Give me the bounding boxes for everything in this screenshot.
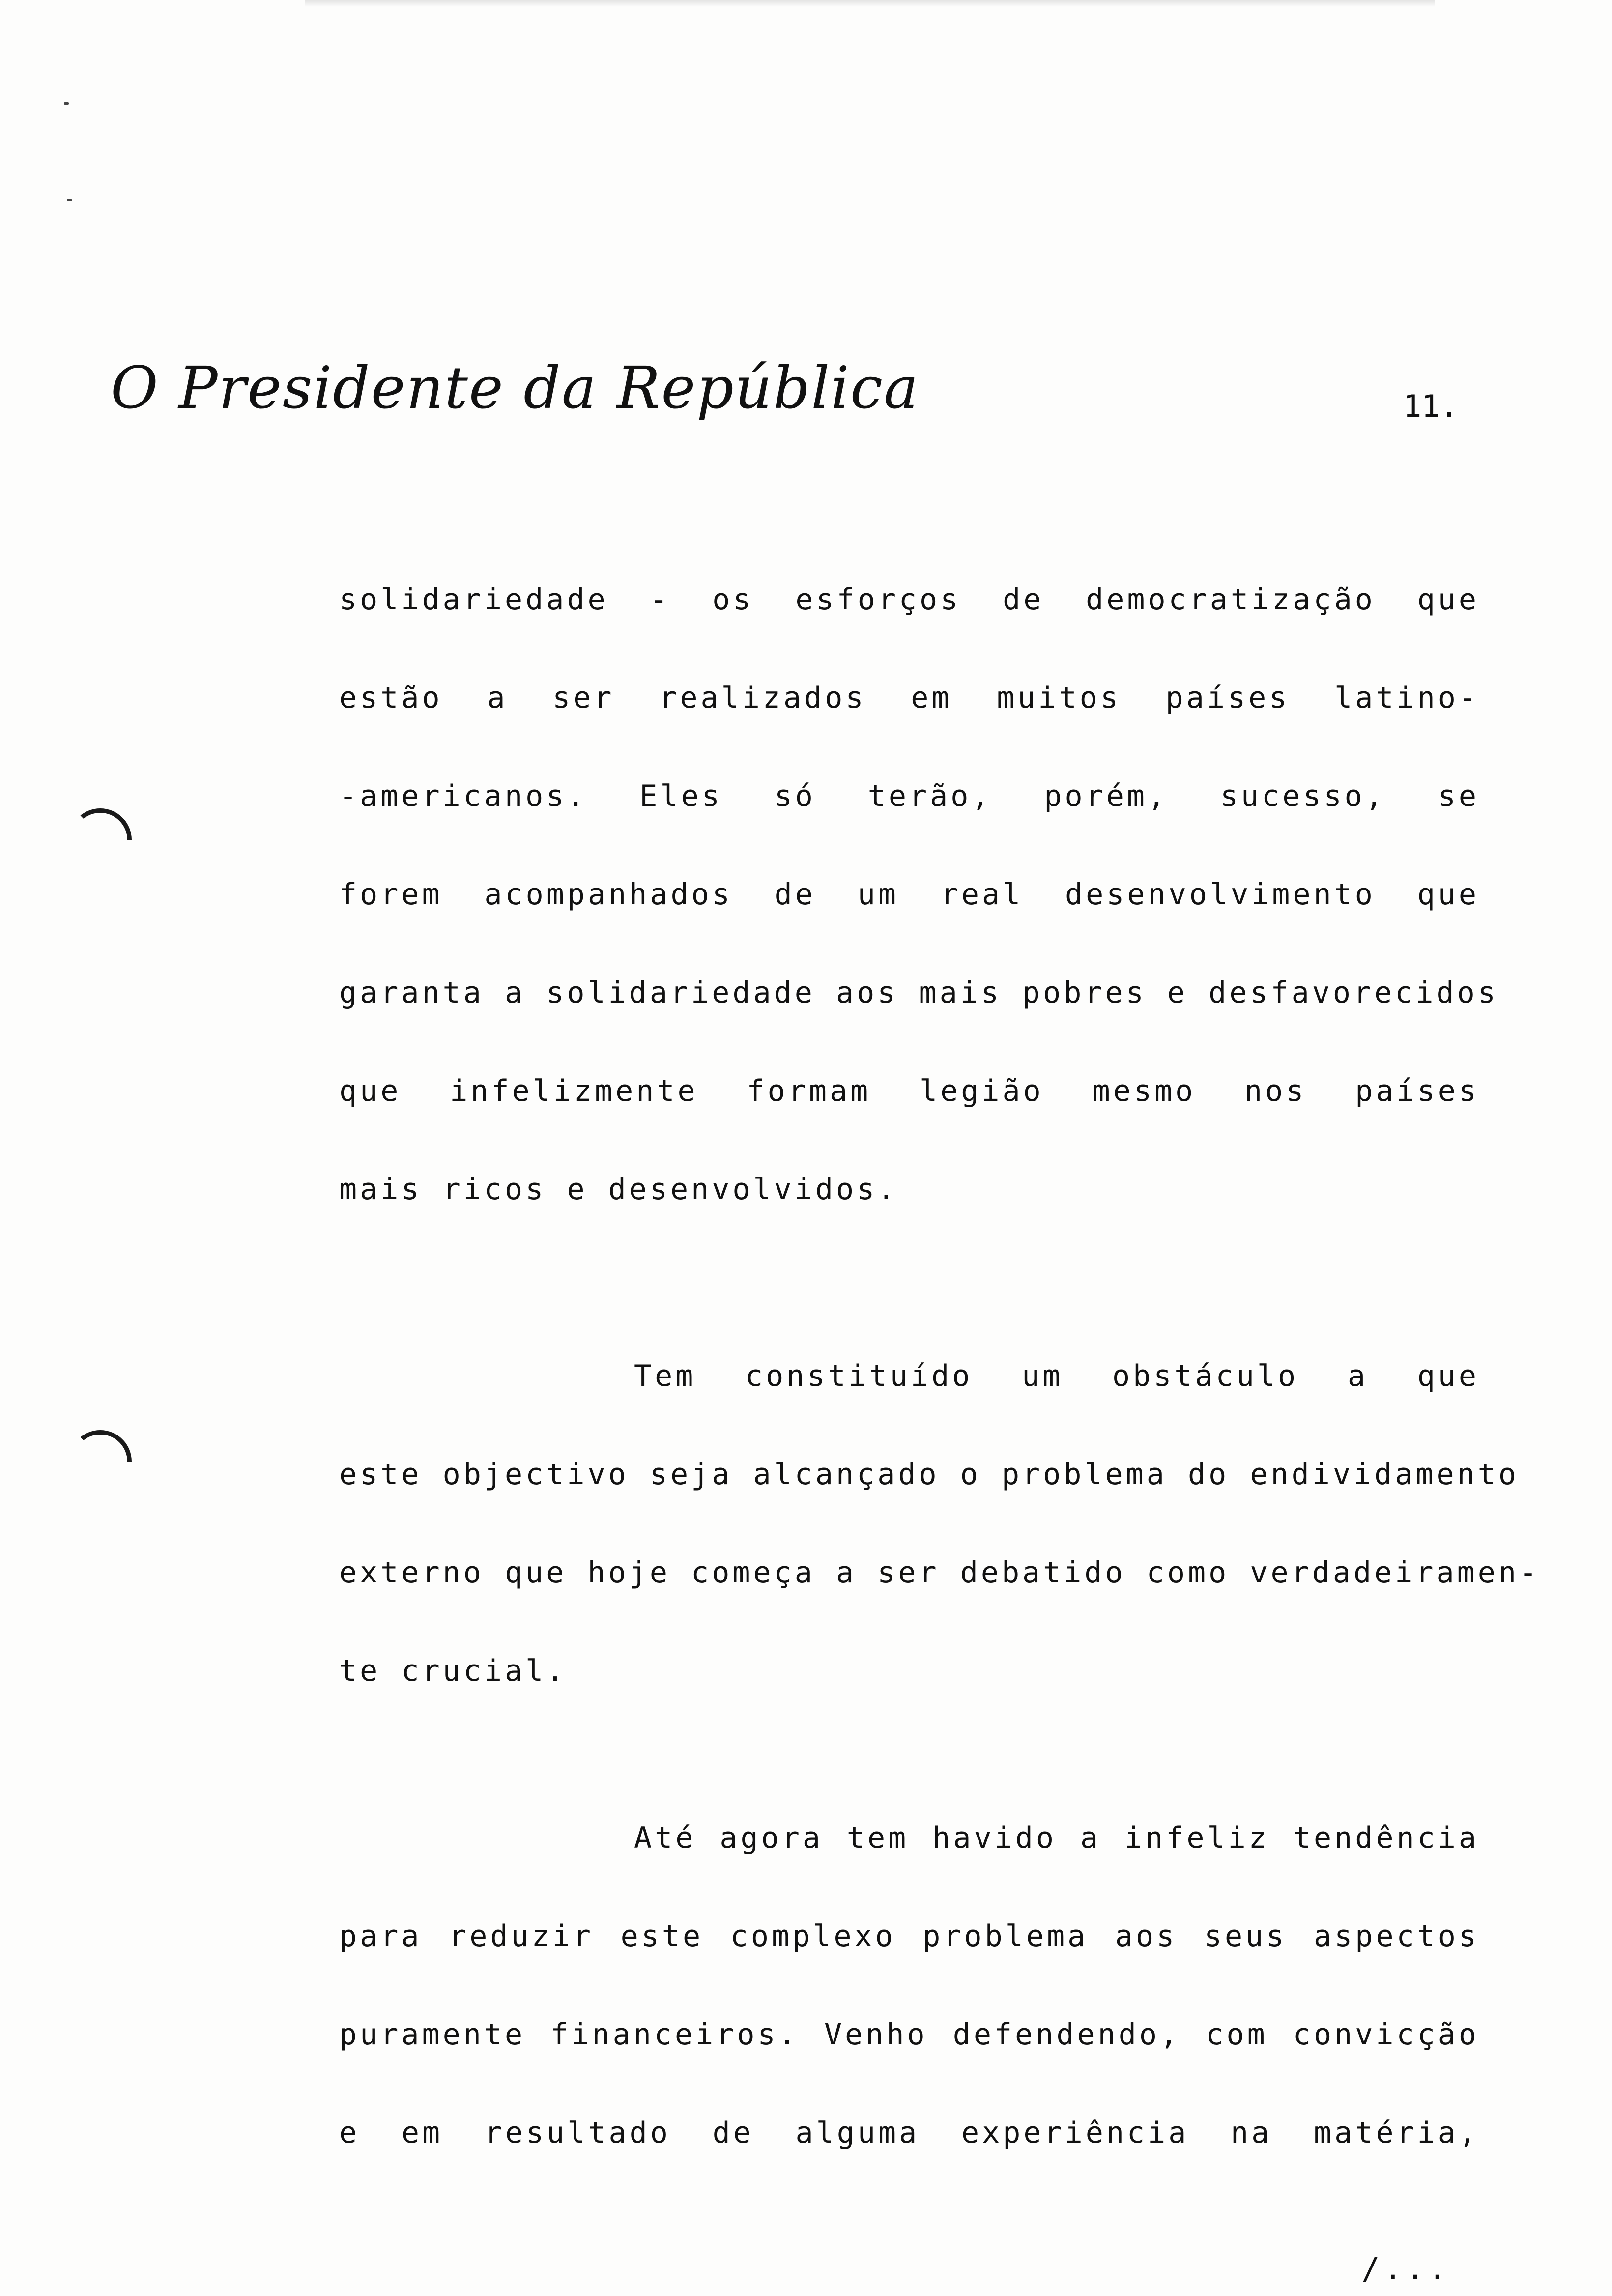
text-line: Tem constituído um obstáculo a que <box>634 1359 1479 1393</box>
text-line: garanta a solidariedade aos mais pobres e desfavorecidos <box>339 976 1498 1010</box>
punch-hole-mark-lower <box>56 1417 144 1506</box>
scan-speck <box>64 102 69 105</box>
text-line: forem acompanhados de um real desenvolvimento que <box>339 877 1479 912</box>
text-line: Até agora tem havido a infeliz tendência <box>634 1821 1479 1855</box>
text-line: solidariedade - os esforços de democratização que <box>339 582 1479 617</box>
text-line: -americanos. Eles só terão, porém, sucesso, se <box>339 779 1479 813</box>
punch-hole-mark-upper <box>56 795 144 884</box>
text-line: para reduzir este complexo problema aos seus aspectos <box>339 1919 1479 1953</box>
continuation-mark: /... <box>1361 2251 1451 2287</box>
page-number: 11. <box>1403 388 1458 424</box>
paragraph-2 <box>339 1327 1540 1720</box>
text-line: e em resultado de alguma experiência na matéria, <box>339 2116 1479 2150</box>
text-line: este objectivo seja alcançado o problema do endividamento <box>339 1457 1520 1492</box>
paragraph-3 <box>339 1789 1479 2182</box>
text-line: estão a ser realizados em muitos países latino- <box>339 681 1479 715</box>
scan-speck <box>67 199 72 201</box>
text-line: que infelizmente formam legião mesmo nos países <box>339 1074 1479 1108</box>
text-line: te crucial. <box>339 1654 567 1688</box>
scan-edge-shadow <box>305 0 1435 7</box>
text-line: puramente financeiros. Venho defendendo, com convicção <box>339 2017 1479 2052</box>
paragraph-1 <box>339 550 1498 1238</box>
letterhead: O Presidente da República <box>111 354 920 422</box>
text-line: mais ricos e desenvolvidos. <box>339 1172 898 1206</box>
text-line: externo que hoje começa a ser debatido como verdadeiramen- <box>339 1555 1540 1590</box>
